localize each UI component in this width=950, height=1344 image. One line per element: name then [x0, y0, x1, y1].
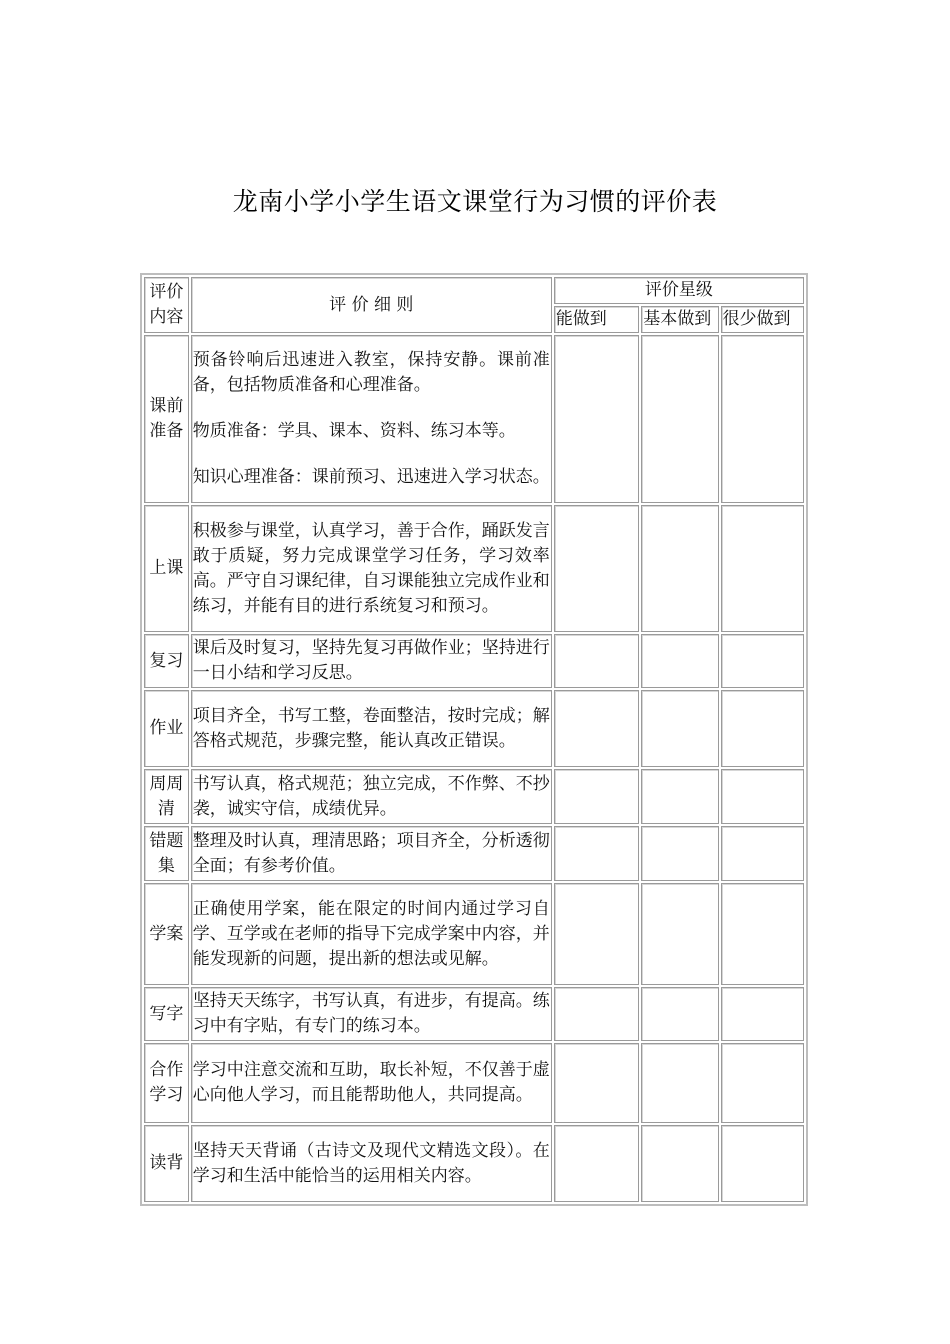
row-category: 错题集 — [144, 826, 189, 881]
rating-cell-rarely[interactable] — [721, 505, 804, 632]
rating-cell-can[interactable] — [554, 505, 639, 632]
row-details — [191, 634, 552, 688]
detail-paragraph: 物质准备：学具、课本、资料、练习本等。 — [192, 421, 516, 441]
row-category: 写字 — [144, 987, 189, 1041]
row-category: 合作学习 — [144, 1043, 189, 1123]
rating-cell-mostly[interactable] — [641, 1125, 718, 1202]
table-row — [144, 826, 804, 881]
rating-cell-rarely[interactable] — [721, 690, 804, 767]
rating-cell-rarely[interactable] — [721, 769, 804, 824]
rating-cell-rarely[interactable] — [721, 634, 804, 688]
table-row — [144, 335, 804, 503]
row-details — [191, 883, 552, 985]
row-details — [191, 1043, 552, 1123]
rating-cell-mostly[interactable] — [641, 769, 718, 824]
row-category: 周周清 — [144, 769, 189, 824]
table-row — [144, 987, 804, 1041]
header-category: 评价内容 — [144, 277, 189, 333]
rating-cell-mostly[interactable] — [641, 883, 718, 985]
header-row — [144, 277, 804, 304]
rating-cell-can[interactable] — [554, 1043, 639, 1123]
detail-paragraph: 坚持天天练字，书写认真，有进步，有提高。练习中有字贴，有专门的练习本。 — [192, 991, 550, 1036]
paragraph-gap — [193, 444, 550, 465]
table-row — [144, 1125, 804, 1202]
row-category: 作业 — [144, 690, 189, 767]
row-category: 复习 — [144, 634, 189, 688]
rating-cell-can[interactable] — [554, 769, 639, 824]
detail-paragraph: 正确使用学案，能在限定的时间内通过学习自学、互学或在老师的指导下完成学案中内容，并能发现新的问题，提出新的想法或见解。 — [192, 898, 550, 969]
row-category: 课前准备 — [144, 335, 189, 503]
evaluation-table — [140, 273, 808, 1206]
detail-paragraph: 知识心理准备：课前预习、迅速进入学习状态。 — [192, 467, 550, 487]
table-row — [144, 1043, 804, 1123]
detail-paragraph: 预备铃响后迅速进入教室，保持安静。课前准备，包括物质准备和心理准备。 — [192, 350, 550, 395]
paragraph-gap — [193, 398, 550, 419]
table-row — [144, 883, 804, 985]
row-details — [191, 1125, 552, 1202]
detail-paragraph: 坚持天天背诵（古诗文及现代文精选文段）。在学习和生活中能恰当的运用相关内容。 — [192, 1140, 550, 1186]
table-row — [144, 634, 804, 688]
rating-cell-rarely[interactable] — [721, 1043, 804, 1123]
detail-paragraph: 学习中注意交流和互助，取长补短，不仅善于虚心向他人学习，而且能帮助他人，共同提高。 — [192, 1060, 550, 1105]
page-title: 龙南小学小学生语文课堂行为习惯的评价表 — [232, 187, 718, 216]
rating-cell-mostly[interactable] — [641, 1043, 718, 1123]
rating-cell-can[interactable] — [554, 987, 639, 1041]
row-details — [191, 826, 552, 881]
rating-cell-mostly[interactable] — [641, 826, 718, 881]
header-level-can: 能做到 — [554, 306, 639, 333]
header-level-rarely: 很少做到 — [721, 306, 804, 333]
rating-cell-mostly[interactable] — [641, 987, 718, 1041]
rating-cell-mostly[interactable] — [641, 690, 718, 767]
rating-cell-can[interactable] — [554, 335, 639, 503]
rating-cell-rarely[interactable] — [721, 883, 804, 985]
detail-paragraph: 项目齐全，书写工整，卷面整洁，按时完成；解答格式规范，步骤完整，能认真改正错误。 — [192, 705, 550, 751]
row-details — [191, 769, 552, 824]
rating-cell-can[interactable] — [554, 634, 639, 688]
row-category: 读背 — [144, 1125, 189, 1202]
row-category: 学案 — [144, 883, 189, 985]
rating-cell-mostly[interactable] — [641, 505, 718, 632]
row-details — [191, 690, 552, 767]
rating-cell-can[interactable] — [554, 690, 639, 767]
header-rating-group: 评价星级 — [554, 277, 804, 304]
table-row — [144, 690, 804, 767]
rating-cell-rarely[interactable] — [721, 987, 804, 1041]
row-details — [191, 505, 552, 632]
row-category: 上课 — [144, 505, 189, 632]
row-details — [191, 987, 552, 1041]
detail-paragraph: 整理及时认真，理清思路；项目齐全，分析透彻全面；有参考价值。 — [192, 830, 550, 876]
rating-cell-rarely[interactable] — [721, 1125, 804, 1202]
detail-paragraph: 书写认真，格式规范；独立完成，不作弊、不抄袭，诚实守信，成绩优异。 — [192, 773, 550, 819]
header-level-mostly: 基本做到 — [641, 306, 718, 333]
rating-cell-can[interactable] — [554, 883, 639, 985]
rating-cell-can[interactable] — [554, 826, 639, 881]
rating-cell-mostly[interactable] — [641, 335, 718, 503]
table-row — [144, 505, 804, 632]
row-details — [191, 335, 552, 503]
header-details: 评 价 细 则 — [191, 277, 552, 333]
table-row — [144, 769, 804, 824]
detail-paragraph: 课后及时复习，坚持先复习再做作业；坚持进行一日小结和学习反思。 — [192, 638, 550, 683]
rating-cell-rarely[interactable] — [721, 826, 804, 881]
rating-cell-rarely[interactable] — [721, 335, 804, 503]
detail-paragraph: 积极参与课堂，认真学习，善于合作，踊跃发言敢于质疑，努力完成课堂学习任务，学习效率高。严守自习课纪律，自习课能独立完成作业和练习，并能有目的进行系统复习和预习。 — [192, 520, 550, 616]
rating-cell-mostly[interactable] — [641, 634, 718, 688]
rating-cell-can[interactable] — [554, 1125, 639, 1202]
